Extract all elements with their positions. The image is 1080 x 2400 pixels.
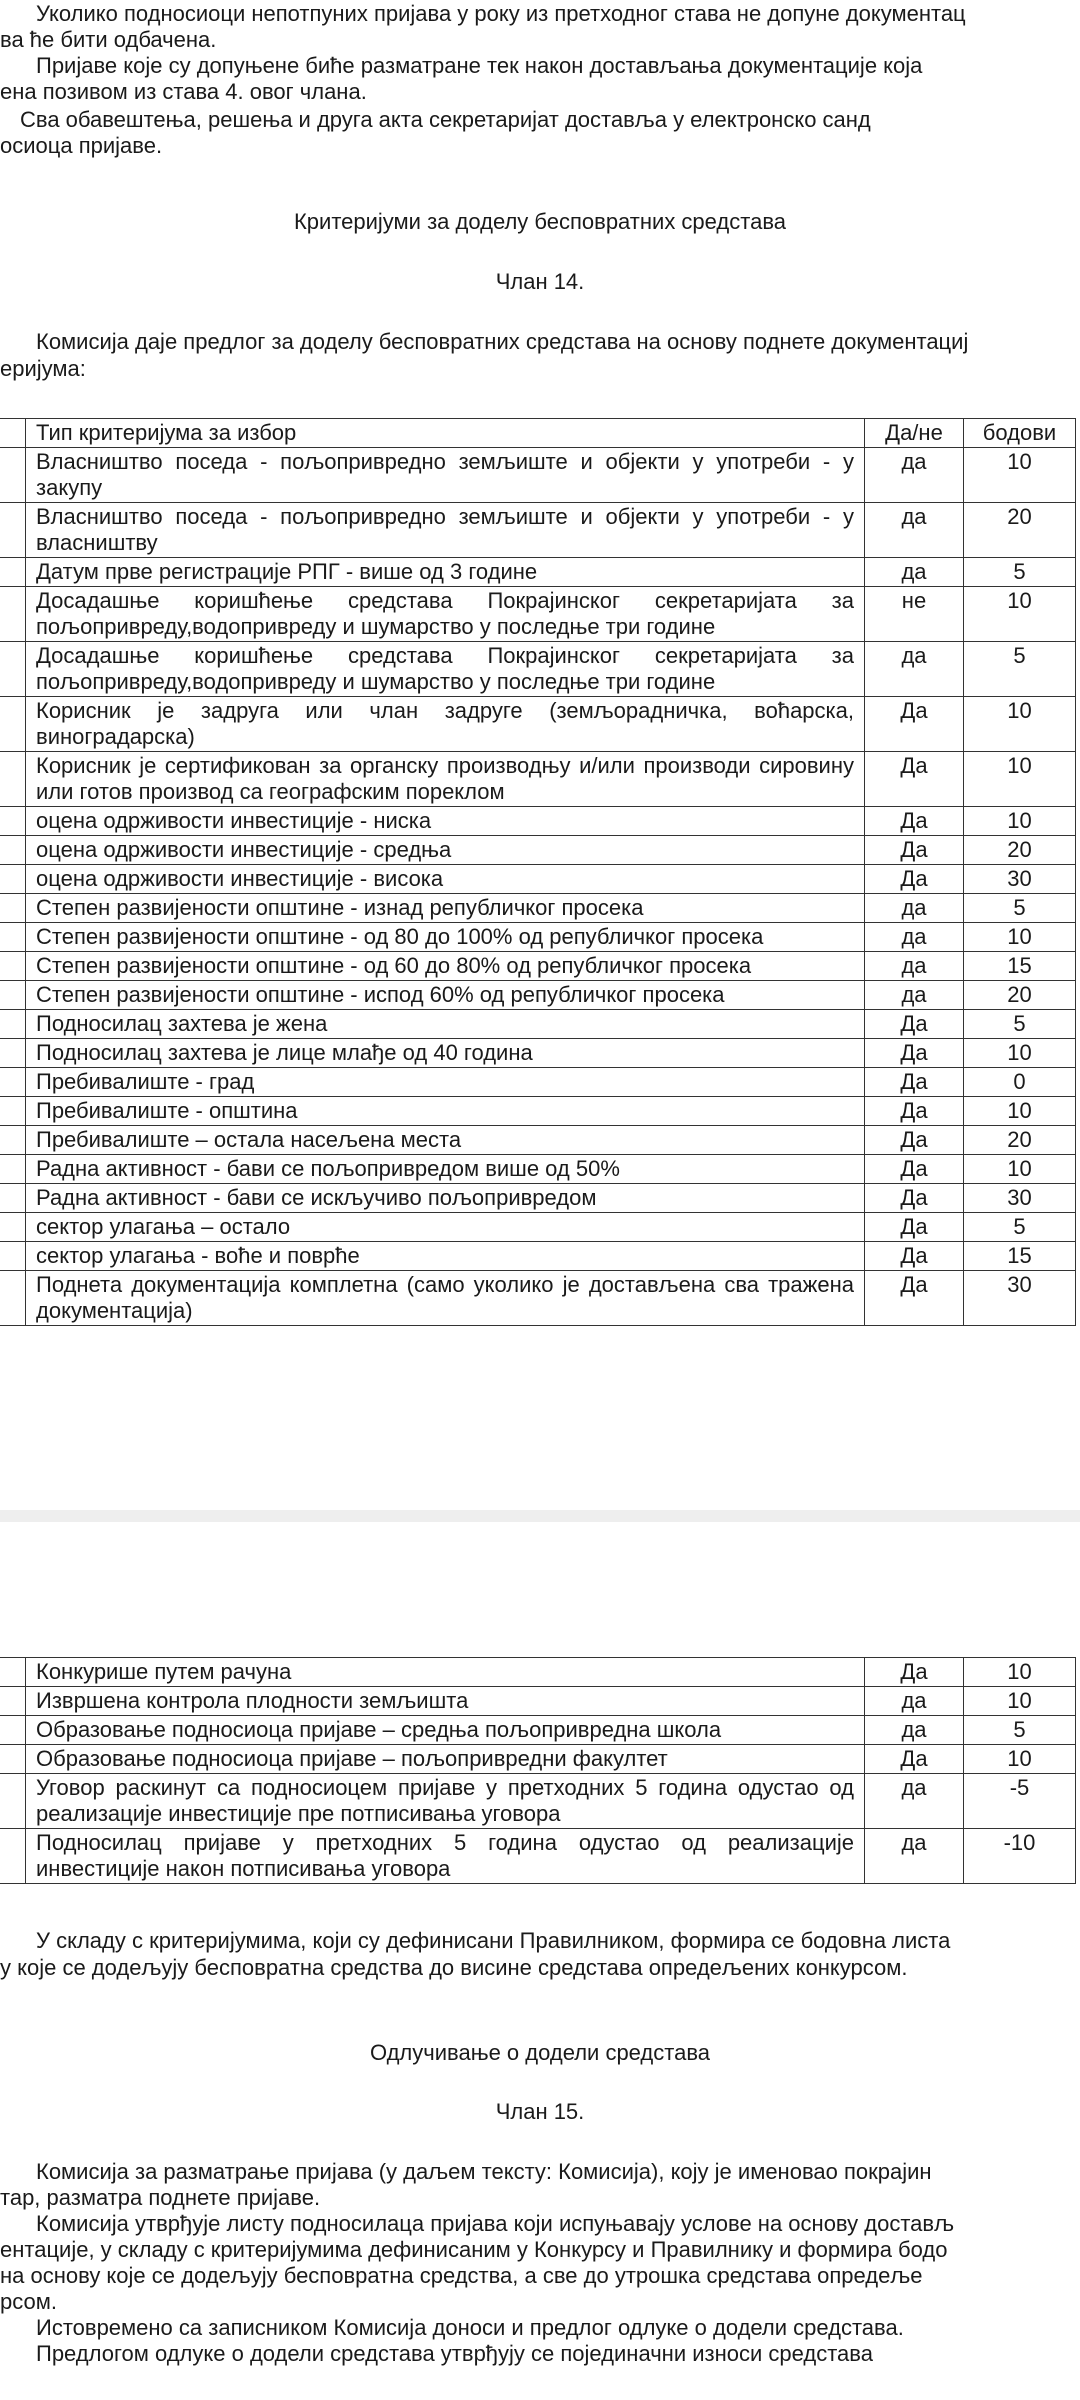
table-cell-number	[0, 1213, 26, 1242]
table-cell-criterion: оцена одрживости инвестиције - ниска	[26, 807, 865, 836]
table-cell-number	[0, 503, 26, 558]
table-cell-yes-no: Да	[865, 1010, 964, 1039]
table-cell-yes-no: да	[865, 1829, 964, 1884]
table-cell-yes-no: Да	[865, 697, 964, 752]
table-cell-points: 5	[964, 1213, 1076, 1242]
table-cell-yes-no: да	[865, 503, 964, 558]
table-cell-points: 10	[964, 1745, 1076, 1774]
page-separator	[0, 1510, 1080, 1522]
table-cell-number	[0, 1687, 26, 1716]
paragraph-notifications: Сва обавештења, решења и друга акта секретаријат доставља у електронско санд	[20, 107, 871, 132]
table-row	[0, 587, 1076, 642]
table-cell-number	[0, 752, 26, 807]
paragraph-line: Истовремено са записником Комисија доноси и предлог одлуке о додели средстава.	[36, 2315, 904, 2340]
table-row	[0, 1155, 1076, 1184]
table-cell-number	[0, 836, 26, 865]
table-cell-number	[0, 1155, 26, 1184]
table-cell-criterion: Радна активност - бави се пољопривредом више од 50%	[26, 1155, 865, 1184]
table-cell-points: 5	[964, 894, 1076, 923]
table-cell-points: 5	[964, 1010, 1076, 1039]
table-cell-criterion: Поднета документација комплетна (само уколико је достављена сва тражена документација)	[26, 1271, 865, 1326]
table-row	[0, 1687, 1076, 1716]
table-row	[0, 981, 1076, 1010]
table-row	[0, 836, 1076, 865]
table-cell-yes-no: да	[865, 981, 964, 1010]
table-cell-number	[0, 587, 26, 642]
paragraph-commission-proposal: Комисија даје предлог за доделу бесповратних средстава на основу поднете документациј	[36, 329, 969, 354]
criteria-table-continued-body	[0, 1658, 1076, 1884]
table-row	[0, 894, 1076, 923]
paragraph-line: ва ће бити одбачена.	[0, 27, 217, 52]
table-row	[0, 1774, 1076, 1829]
table-cell-number	[0, 923, 26, 952]
table-row	[0, 1213, 1076, 1242]
table-cell-yes-no: да	[865, 558, 964, 587]
table-cell-points: 10	[964, 448, 1076, 503]
table-cell-criterion: Степен развијености општине - од 60 до 80% од републичког просека	[26, 952, 865, 981]
header-points: бодови	[964, 419, 1076, 448]
paragraph-line: у које се додељују бесповратна средства до висине средстава опредељених конкурсом.	[0, 1955, 908, 1980]
table-cell-number	[0, 1271, 26, 1326]
table-cell-number	[0, 1184, 26, 1213]
table-cell-criterion: Радна активност - бави се искључиво пољопривредом	[26, 1184, 865, 1213]
table-cell-yes-no: Да	[865, 1213, 964, 1242]
criteria-table-body	[0, 419, 1076, 1326]
table-row	[0, 1097, 1076, 1126]
table-row	[0, 1068, 1076, 1097]
table-row	[0, 1242, 1076, 1271]
table-cell-criterion: Степен развијености општине - од 80 до 100% од републичког просека	[26, 923, 865, 952]
table-row	[0, 697, 1076, 752]
table-cell-points: 10	[964, 1687, 1076, 1716]
table-cell-criterion: Уговор раскинут са подносиоцем пријаве у претходних 5 година одустао од реализације инвестиције пре потписивања уговора	[26, 1774, 865, 1829]
paragraph-points-list: У складу с критеријумима, који су дефинисани Правилником, формира се бодовна листа	[36, 1928, 951, 1953]
table-cell-number	[0, 1774, 26, 1829]
table-cell-number	[0, 952, 26, 981]
table-row	[0, 503, 1076, 558]
table-cell-number	[0, 1010, 26, 1039]
table-cell-points: 15	[964, 952, 1076, 981]
table-cell-yes-no: Да	[865, 752, 964, 807]
table-cell-points: 10	[964, 752, 1076, 807]
table-cell-yes-no: Да	[865, 1658, 964, 1687]
table-cell-yes-no: Да	[865, 1184, 964, 1213]
table-row	[0, 1271, 1076, 1326]
table-cell-points: 30	[964, 1184, 1076, 1213]
paragraph-line: рсом.	[0, 2289, 57, 2314]
table-cell-criterion: сектор улагања – остало	[26, 1213, 865, 1242]
table-row	[0, 752, 1076, 807]
section-heading-criteria: Критеријуми за доделу бесповратних средстава	[293, 209, 786, 234]
table-cell-criterion: Подносилац захтева је лице млађе од 40 година	[26, 1039, 865, 1068]
table-row	[0, 1658, 1076, 1687]
table-row	[0, 1716, 1076, 1745]
table-cell-points: -10	[964, 1829, 1076, 1884]
table-cell-points: 20	[964, 503, 1076, 558]
table-cell-criterion: Образовање подносиоца пријаве – средња пољопривредна школа	[26, 1716, 865, 1745]
table-cell-number	[0, 1039, 26, 1068]
table-cell-points: 20	[964, 836, 1076, 865]
table-cell-number	[0, 807, 26, 836]
table-cell-criterion: Корисник је сертификован за органску производњу и/или производи сировину или готов производ са географским пореклом	[26, 752, 865, 807]
table-cell-criterion: Пребивалиште - општина	[26, 1097, 865, 1126]
paragraph-line: на основу које се додељују бесповратна средства, а све до утрошка средстава опредеље	[0, 2263, 923, 2288]
table-cell-number	[0, 642, 26, 697]
table-cell-number	[0, 1068, 26, 1097]
table-cell-points: 10	[964, 697, 1076, 752]
table-cell-number	[0, 558, 26, 587]
table-cell-yes-no: Да	[865, 1745, 964, 1774]
table-cell-points: 15	[964, 1242, 1076, 1271]
paragraph-line: ентације, у складу с критеријумима дефинисаним у Конкурсу и Правилнику и формира бодо	[0, 2237, 948, 2262]
table-cell-points: 30	[964, 865, 1076, 894]
table-cell-yes-no: Да	[865, 807, 964, 836]
table-cell-number	[0, 1829, 26, 1884]
header-yes-no: Да/не	[865, 419, 964, 448]
table-cell-yes-no: Да	[865, 1271, 964, 1326]
table-cell-yes-no: да	[865, 1716, 964, 1745]
paragraph-line: тар, разматра поднете пријаве.	[0, 2185, 321, 2210]
document-page-2	[0, 1522, 1080, 2400]
table-cell-criterion: оцена одрживости инвестиције - средња	[26, 836, 865, 865]
table-cell-points: 5	[964, 1716, 1076, 1745]
table-cell-criterion: Пребивалиште - град	[26, 1068, 865, 1097]
table-cell-number	[0, 448, 26, 503]
paragraph-line: Комисија за разматрање пријава (у даљем тексту: Комисија), коју је именовао покрајин	[36, 2159, 932, 2184]
table-row	[0, 952, 1076, 981]
table-cell-points: 10	[964, 1155, 1076, 1184]
table-row	[0, 1039, 1076, 1068]
criteria-table	[0, 418, 1076, 1326]
article-14-title: Члан 14.	[495, 269, 585, 294]
table-cell-number	[0, 981, 26, 1010]
table-cell-number	[0, 1097, 26, 1126]
table-cell-points: 10	[964, 587, 1076, 642]
table-row	[0, 642, 1076, 697]
paragraph-line: еријума:	[0, 356, 86, 381]
table-cell-points: 20	[964, 1126, 1076, 1155]
table-cell-number	[0, 1126, 26, 1155]
table-cell-yes-no: да	[865, 448, 964, 503]
table-cell-points: 5	[964, 642, 1076, 697]
table-cell-yes-no: Да	[865, 1155, 964, 1184]
table-cell-criterion: Досадашње коришћење средстава Покрајинског секретаријата за пољопривреду,водопривреду и шумарство у последње три године	[26, 587, 865, 642]
table-cell-points: 10	[964, 923, 1076, 952]
table-header-row	[0, 419, 1076, 448]
table-cell-criterion: Пребивалиште – остала насељена места	[26, 1126, 865, 1155]
table-cell-yes-no: Да	[865, 836, 964, 865]
table-cell-points: -5	[964, 1774, 1076, 1829]
table-cell-criterion: сектор улагања - воће и поврће	[26, 1242, 865, 1271]
paragraph-line: Предлогом одлуке о додели средстава утврђују се појединачни износи средстава	[36, 2341, 873, 2366]
table-cell-yes-no: да	[865, 952, 964, 981]
table-cell-yes-no: да	[865, 1774, 964, 1829]
table-cell-points: 10	[964, 1658, 1076, 1687]
table-row	[0, 1184, 1076, 1213]
table-row	[0, 807, 1076, 836]
section-heading-decision: Одлучивање о додели средстава	[369, 2040, 711, 2065]
table-cell-yes-no: Да	[865, 1126, 964, 1155]
table-cell-criterion: Степен развијености општине - испод 60% од републичког просека	[26, 981, 865, 1010]
table-cell-yes-no: Да	[865, 1097, 964, 1126]
table-cell-yes-no: Да	[865, 1068, 964, 1097]
table-cell-number	[0, 697, 26, 752]
table-cell-yes-no: Да	[865, 865, 964, 894]
table-row	[0, 865, 1076, 894]
table-cell-criterion: Подносилац захтева је жена	[26, 1010, 865, 1039]
table-cell-number	[0, 894, 26, 923]
table-cell-criterion: Конкурише путем рачуна	[26, 1658, 865, 1687]
criteria-table-continued	[0, 1657, 1076, 1884]
table-cell-yes-no: не	[865, 587, 964, 642]
table-cell-criterion: Досадашње коришћење средстава Покрајинског секретаријата за пољопривреду,водопривреду и шумарство у последње три године	[26, 642, 865, 697]
table-cell-points: 30	[964, 1271, 1076, 1326]
paragraph-supplemented-applications: Пријаве које су допуњене биће разматране тек након достављања документације која	[36, 53, 923, 78]
table-row	[0, 923, 1076, 952]
table-cell-number	[0, 1242, 26, 1271]
table-cell-yes-no: да	[865, 1687, 964, 1716]
table-cell-number	[0, 1716, 26, 1745]
table-cell-yes-no: да	[865, 894, 964, 923]
header-criteria-type: Тип критеријума за избор	[26, 419, 865, 448]
table-cell-criterion: Власништво поседа - пољопривредно земљиште и објекти у употреби - у закупу	[26, 448, 865, 503]
table-row	[0, 1829, 1076, 1884]
table-cell-criterion: Подносилац пријаве у претходних 5 година одустао од реализације инвестиције након потписивања уговора	[26, 1829, 865, 1884]
article-15-title: Члан 15.	[495, 2099, 585, 2124]
table-row	[0, 1126, 1076, 1155]
table-cell-criterion: Извршена контрола плодности земљишта	[26, 1687, 865, 1716]
paragraph-line: Комисија утврђује листу подносилаца пријава који испуњавају услове на основу достављ	[36, 2211, 955, 2236]
table-cell-yes-no: да	[865, 642, 964, 697]
table-cell-yes-no: Да	[865, 1242, 964, 1271]
table-cell-number	[0, 1658, 26, 1687]
table-row	[0, 558, 1076, 587]
table-cell-criterion: Корисник је задруга или члан задруге (земљорадничка, воћарска, виноградарска)	[26, 697, 865, 752]
paragraph-line: осиоца пријаве.	[0, 133, 163, 158]
table-cell-points: 10	[964, 1039, 1076, 1068]
table-row	[0, 448, 1076, 503]
table-cell-points: 10	[964, 1097, 1076, 1126]
table-cell-criterion: Степен развијености општине - изнад републичког просека	[26, 894, 865, 923]
table-cell-number	[0, 865, 26, 894]
table-row	[0, 1010, 1076, 1039]
table-cell-criterion: Власништво поседа - пољопривредно земљиште и објекти у употреби - у власништву	[26, 503, 865, 558]
table-row	[0, 1745, 1076, 1774]
table-cell-number	[0, 419, 26, 448]
table-cell-criterion: Датум прве регистрације РПГ - више од 3 године	[26, 558, 865, 587]
table-cell-yes-no: да	[865, 923, 964, 952]
table-cell-points: 5	[964, 558, 1076, 587]
table-cell-points: 10	[964, 807, 1076, 836]
table-cell-number	[0, 1745, 26, 1774]
table-cell-criterion: Образовање подносиоца пријаве – пољопривредни факултет	[26, 1745, 865, 1774]
paragraph-incomplete-applications: Уколико подносиоци непотпуних пријава у року из претходног става не допуне документац	[36, 1, 966, 26]
table-cell-points: 20	[964, 981, 1076, 1010]
table-cell-yes-no: Да	[865, 1039, 964, 1068]
table-cell-criterion: оцена одрживости инвестиције - висока	[26, 865, 865, 894]
table-cell-points: 0	[964, 1068, 1076, 1097]
paragraph-line: ена позивом из става 4. овог члана.	[0, 79, 367, 104]
